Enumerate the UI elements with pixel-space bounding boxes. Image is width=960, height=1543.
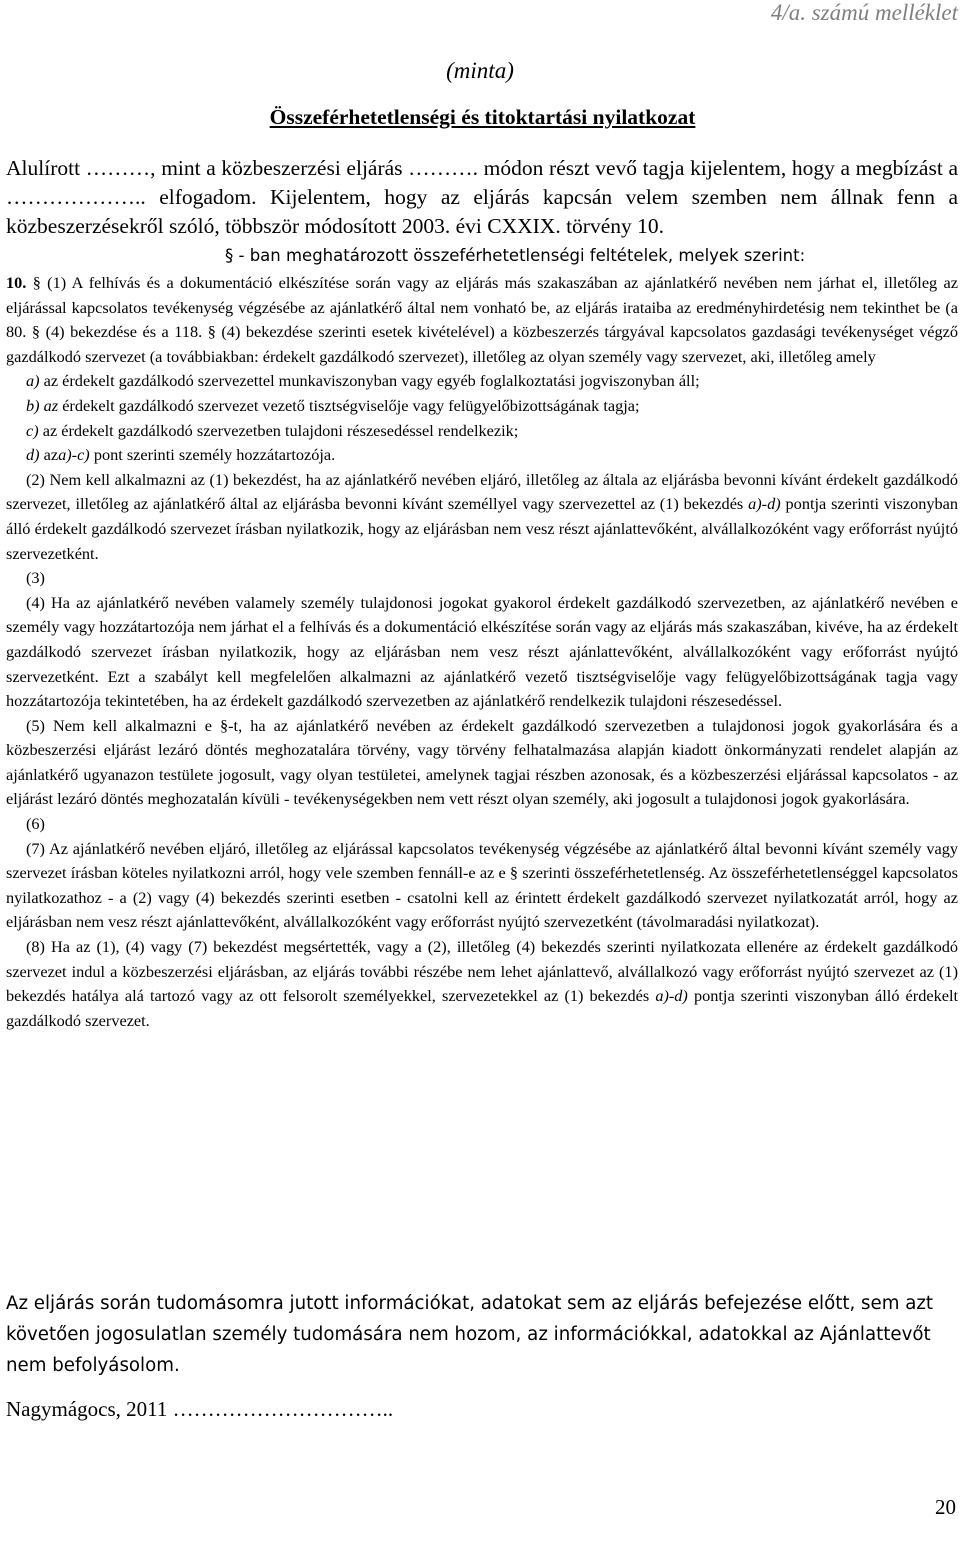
intro-sans-text: - ban meghatározott összeférhetetlenségi feltételek, melyek szerint:: [233, 246, 806, 265]
list-item-c-text: az érdekelt gazdálkodó szervezetben tulajdoni részesedéssel rendelkezik;: [42, 420, 519, 440]
list-item-d-label: d): [26, 445, 40, 465]
place-date-line: Nagymágocs, 2011 …………………………..: [6, 1397, 394, 1421]
list-item-b: [6, 394, 958, 419]
list-item-b-label: b) az: [26, 395, 59, 415]
list-item-c-label: c): [26, 420, 39, 440]
list-item-d-mid: az: [43, 445, 59, 465]
paragraph-8-ref: a)-d): [655, 986, 688, 1006]
list-item-a: [6, 369, 958, 394]
sample-label: (minta): [446, 58, 514, 83]
section-sign: §: [509, 863, 519, 883]
paragraph-5-text: (5) Nem kell alkalmazni e: [26, 715, 212, 735]
intro-text: Alulírott ………, mint a közbeszerzési eljárás ………. módon részt vevő tagja kijelentem, hogy a megbízást a ……………….. elfogadom. Kijelentem, hogy az eljárás kapcsán velem szemben nem állnak fenn a közbeszerzésekről szóló, többször módosított 2003. évi CXXIX. törvény 10.: [6, 156, 958, 238]
paragraph-2-text-b: pontja szerinti viszonyban álló érdekelt gazdálkodó szervezet írásban nyilatkozik, hogy az eljárásban nem vesz részt ajánlattevőként, alvállalkozóként vagy erőforrást nyújtó szervezetként.: [6, 494, 958, 563]
list-item-d-text: pont szerinti személy hozzátartozója.: [93, 445, 336, 465]
section-sign: §: [32, 273, 41, 292]
list-item-c: [6, 419, 958, 444]
paragraph-4: (4) Ha az ajánlatkérő nevében valamely személy tulajdonosi jogokat gyakorol érdekelt gazdálkodó szervezetben, az ajánlatkérő nevében e személy vagy hozzátartozója nem járhat el a felhívás és a dokumentáció elkészítése során vagy az eljárás más szakaszában, kivéve, ha az érdekelt gazdálkodó szervezet írásban nyilatkozik, hogy az eljárásban nem vesz részt ajánlattevőként, alvállalkozóként vagy erőforrást nyújtó szervezetként. Ezt a szabályt kell megfelelően alkalmazni az ajánlatkérő vezető tisztségviselője vagy felügyelőbizottságának tagja vagy hozzátartozója tekintetében, ha az érdekelt gazdálkodó szervezetben az ajánlatkérő rendelkezik tulajdoni részesedéssel.: [6, 592, 958, 711]
confidentiality-statement: Az eljárás során tudomásomra jutott információkat, adatokat sem az eljárás befejezése előtt, sem azt követően jogosulatlan személy tudomására nem hozom, az információkkal, adatokkal az Ajánlattevőt nem befolyásolom.: [6, 1293, 934, 1376]
annex-label: 4/a. számú melléklet: [770, 0, 958, 25]
paragraph-2: [6, 468, 958, 566]
list-item-d: [6, 443, 958, 468]
list-item-d-ref: a)-c): [58, 445, 90, 465]
intro-paragraph: [6, 154, 958, 241]
paragraph-1-text-c: (4) bekezdése szerinti esetek kivételével) a közbeszerzés tárgyával kapcsolatos gazdasági tevékenységet végző gazdálkodó szervezet (a továbbiakban: érdekelt gazdálkodó szervezet), illetőleg az olyan személy vagy szervezet, aki, illetőleg amely: [6, 322, 959, 366]
paragraph-8-text: (8) Ha az (1), (4) vagy (7) bekezdést megsértették, vagy a (2), illetőleg (4) bekezdés szerinti nyilatkozata ellenére az érdekelt gazdálkodó szervezet indul a közbeszerzési eljárásban, az eljárás további részébe nem lehet ajánlattevő, alvállalkozó vagy erőforrást nyújtó szervezet az (1) bekezdés hatálya alá tartozó vagy az ott felsorolt személyekkel, szervezetekkel az (1) bekezdés: [6, 937, 958, 1006]
paragraph-6: (6): [26, 814, 45, 834]
section-sign: §: [31, 322, 41, 342]
paragraph-5-text-b: -t, ha az ajánlatkérő nevében az érdekelt gazdálkodó szervezetben a tulajdonosi jogok gyakorlására és a közbeszerzési eljárást lezáró döntés meghozatalára törvény, vagy törvény felhatalmazása alapján kiadott önkormányzati rendelet alapján az ajánlatkérő ugyanazon testülete jogosult, vagy olyan testületei, amelynek tagjai részben azonosak, és a közbeszerzési eljárással kapcsolatos - az eljárást lezáró döntés meghozatalán kívüli - tevékenységekben nem vett részt olyan személy, aki jogosult a tulajdonosi jogok gyakorlására.: [6, 715, 958, 809]
paragraph-2-text: (2) Nem kell alkalmazni az (1) bekezdést, ha az ajánlatkérő nevében eljáró, illetőleg az általa az eljárásba bevonni kívánt érdekelt gazdálkodó szervezet, illetőleg az ajánlatkérő által az eljárásba bevonni kívánt személlyel vagy szervezettel az (1) bekezdés: [6, 469, 958, 514]
paragraph-8: [6, 935, 958, 1033]
section-sign: §: [207, 322, 216, 342]
paragraph-1-text-b: (4) bekezdése és a 118.: [45, 322, 203, 342]
paragraph-1: [6, 271, 958, 369]
law-text: [6, 271, 958, 1033]
page-title: Összeférhetetlenségi és titoktartási nyilatkozat: [269, 105, 696, 129]
paragraph-7-text-b: szerinti összeférhetetlenség. Az összeférhetetlenséggel kapcsolatos nyilatkozathoz - a (2) vagy (4) bekezdés szerinti esetben - csatolni kell az érintett érdekelt gazdálkodó szervezet nyilatkozatát arról, hogy az eljárásban nem vesz részt ajánlattevőként, alvállalkozóként vagy erőforrást nyújtó szervezetként (távolmaradási nyilatkozat).: [6, 863, 958, 932]
paragraph-8-text-b: pontja szerinti viszonyban álló érdekelt gazdálkodó szervezet.: [6, 986, 958, 1030]
list-item-a-text: az érdekelt gazdálkodó szervezettel munkaviszonyban vagy egyéb foglalkoztatási jogviszonyban áll;: [43, 371, 700, 391]
paragraph-7: [6, 837, 958, 935]
paragraph-5: [6, 714, 958, 812]
section-sign: §: [220, 715, 229, 735]
paragraph-1-text: (1) A felhívás és a dokumentáció elkészítése során vagy az eljárás más szakaszában az ajánlatkérő nevében nem járhat el, illetőleg az eljárással kapcsolatos tevékenység végzésébe az ajánlatkérő által nem vonható be, az eljárás irataiba az eredményhirdetésig nem tekinthet be (a 80.: [6, 273, 958, 342]
paragraph-1-number: 10.: [6, 273, 27, 292]
list-item-b-text: érdekelt gazdálkodó szervezet vezető tisztségviselője vagy felügyelőbizottságának tagja;: [62, 395, 640, 415]
intro-continuation: [225, 241, 960, 270]
section-sign: §: [225, 246, 234, 265]
paragraph-7-text: (7) Az ajánlatkérő nevében eljáró, illetőleg az eljárással kapcsolatos tevékenység végzésébe az ajánlatkérő által bevonni kívánt személy vagy szervezet írásban köteles nyilatkozni arról, hogy vele szemben fennáll-e az e: [6, 838, 958, 883]
paragraph-2-ref: a)-d): [748, 494, 781, 514]
paragraph-3: (3): [26, 568, 45, 588]
list-item-a-label: a): [26, 371, 40, 391]
page-number: 20: [935, 1495, 956, 1519]
